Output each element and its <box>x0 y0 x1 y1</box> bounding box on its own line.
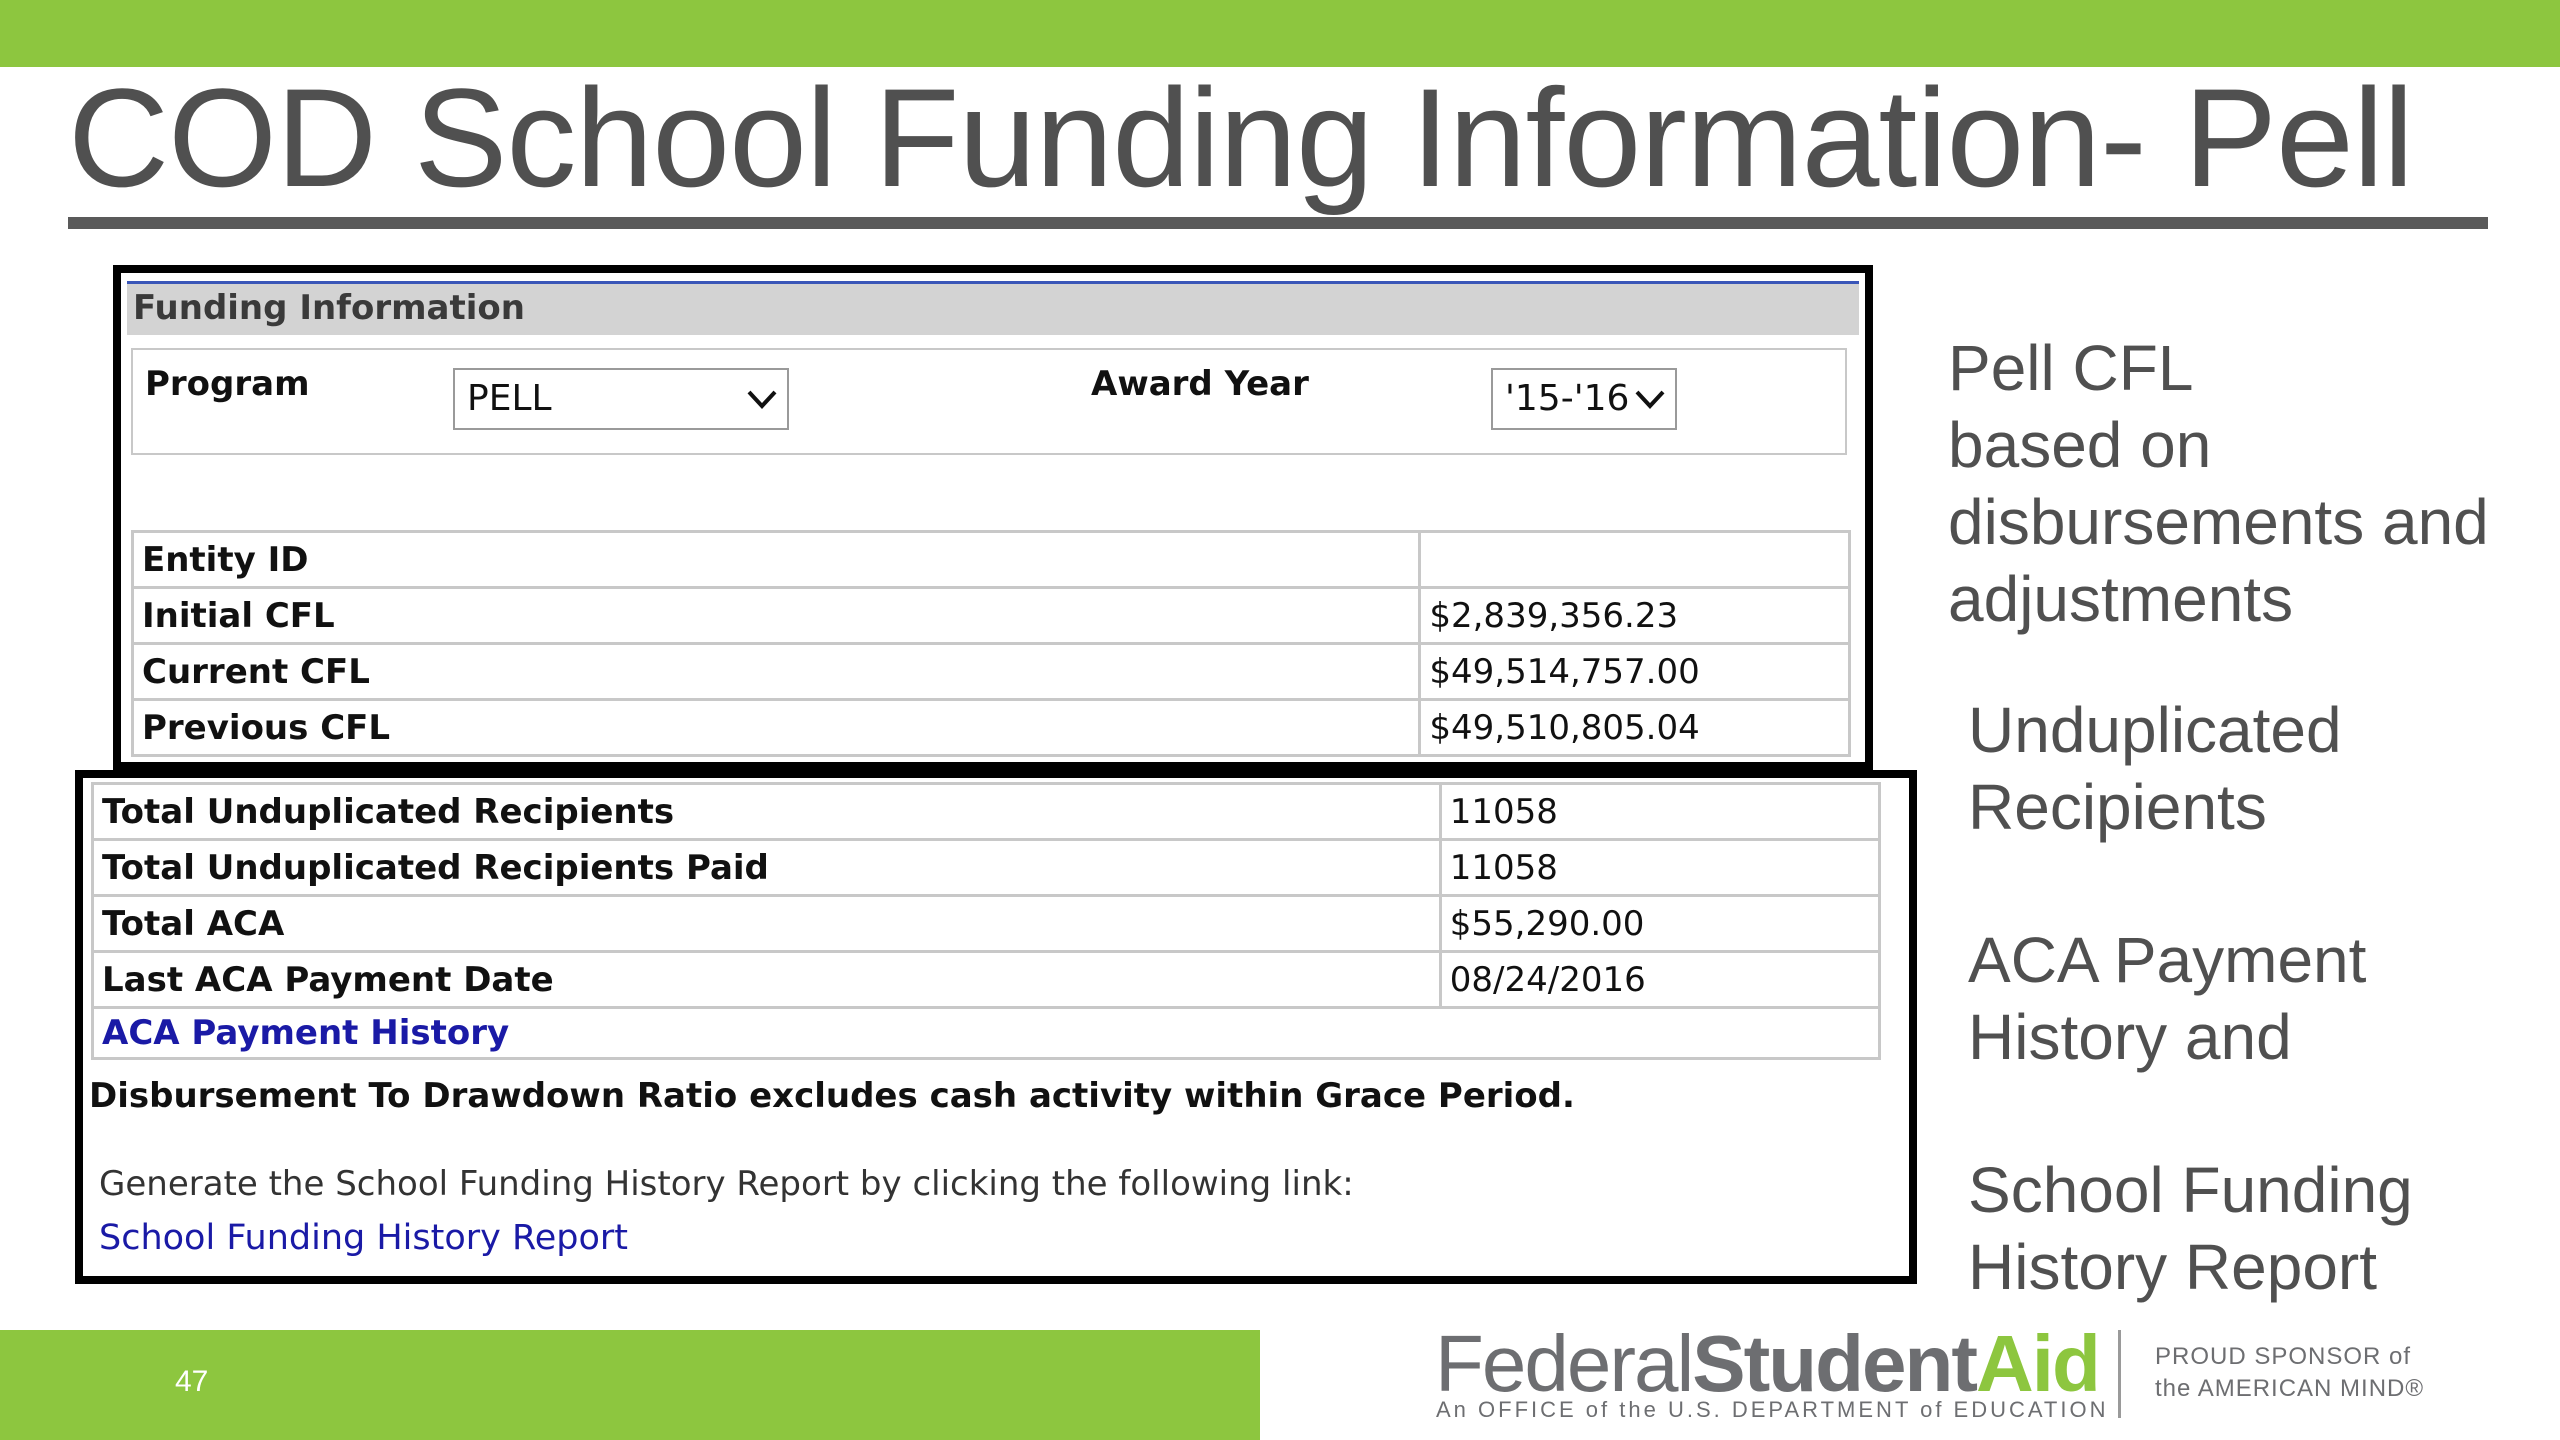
last-aca-payment-date-value: 08/24/2016 <box>1440 952 1879 1008</box>
total-unduplicated-recipients-value: 11058 <box>1440 784 1879 840</box>
table-row <box>133 532 1850 588</box>
title-underline <box>68 217 2488 229</box>
side-note-pell-cfl <box>1948 330 2489 638</box>
page-number: 47 <box>175 1365 209 1398</box>
table-row <box>133 644 1850 700</box>
entity-id-label: Entity ID <box>133 532 1420 588</box>
ratio-note: Disbursement To Drawdown Ratio excludes cash activity within Grace Period. <box>89 1076 1575 1116</box>
side-note-line: School Funding <box>1968 1154 2413 1226</box>
generate-report-text: Generate the School Funding History Report by clicking the following link: <box>99 1164 1354 1204</box>
selector-row <box>131 348 1847 455</box>
funding-info-header: Funding Information <box>127 281 1859 335</box>
program-label: Program <box>145 364 310 404</box>
previous-cfl-label: Previous CFL <box>133 700 1420 756</box>
table-row <box>133 588 1850 644</box>
total-unduplicated-recipients-paid-label: Total Unduplicated Recipients Paid <box>93 840 1441 896</box>
side-note-line: Recipients <box>1968 771 2267 843</box>
aca-payment-history-cell <box>93 1008 1880 1059</box>
recipients-table <box>91 782 1881 1060</box>
chevron-down-icon <box>1633 384 1667 414</box>
previous-cfl-value: $49,510,805.04 <box>1420 700 1850 756</box>
initial-cfl-label: Initial CFL <box>133 588 1420 644</box>
aca-payment-history-link[interactable]: ACA Payment History <box>102 1013 510 1053</box>
last-aca-payment-date-label: Last ACA Payment Date <box>93 952 1441 1008</box>
side-note-line: History Report <box>1968 1231 2377 1303</box>
sponsor-line-1: PROUD SPONSOR of <box>2155 1343 2412 1370</box>
current-cfl-value: $49,514,757.00 <box>1420 644 1850 700</box>
total-aca-label: Total ACA <box>93 896 1441 952</box>
chevron-down-icon <box>745 384 779 414</box>
total-unduplicated-recipients-paid-value: 11058 <box>1440 840 1879 896</box>
program-select-value: PELL <box>467 378 552 419</box>
award-year-select-value: '15-'16 <box>1505 378 1630 419</box>
table-row <box>133 700 1850 756</box>
side-note-unduplicated <box>1968 692 2342 846</box>
recipients-aca-box <box>75 770 1917 1284</box>
funding-info-box <box>113 265 1873 770</box>
total-unduplicated-recipients-label: Total Unduplicated Recipients <box>93 784 1441 840</box>
table-row <box>93 1008 1880 1059</box>
top-accent-bar <box>0 0 2560 67</box>
side-note-line: adjustments <box>1948 563 2294 635</box>
award-year-select[interactable] <box>1491 368 1677 430</box>
side-note-line: disbursements and <box>1948 486 2489 558</box>
side-note-line: History and <box>1968 1001 2292 1073</box>
school-funding-history-report-link[interactable]: School Funding History Report <box>99 1218 629 1258</box>
table-row <box>93 840 1880 896</box>
side-note-line: based on <box>1948 409 2212 481</box>
cfl-table <box>131 530 1851 757</box>
table-row <box>93 784 1880 840</box>
side-note-report <box>1968 1152 2413 1306</box>
logo-student: Student <box>1692 1319 1976 1408</box>
total-aca-value: $55,290.00 <box>1440 896 1879 952</box>
slide-title: COD School Funding Information- Pell <box>68 59 2414 216</box>
side-note-line: Unduplicated <box>1968 694 2342 766</box>
current-cfl-label: Current CFL <box>133 644 1420 700</box>
logo-aid: Aid <box>1975 1319 2099 1408</box>
sponsor-line-2: the AMERICAN MIND® <box>2155 1375 2425 1402</box>
table-row <box>93 896 1880 952</box>
award-year-label: Award Year <box>1091 364 1309 404</box>
logo-divider <box>2118 1330 2121 1418</box>
initial-cfl-value: $2,839,356.23 <box>1420 588 1850 644</box>
side-note-line: Pell CFL <box>1948 332 2194 404</box>
logo-federal: Federal <box>1435 1319 1693 1408</box>
entity-id-value <box>1420 532 1850 588</box>
logo-subtitle: An OFFICE of the U.S. DEPARTMENT of EDUCATION <box>1436 1397 2109 1422</box>
program-select[interactable] <box>453 368 789 430</box>
side-note-line: ACA Payment <box>1968 924 2367 996</box>
side-note-aca <box>1968 922 2366 1076</box>
table-row <box>93 952 1880 1008</box>
